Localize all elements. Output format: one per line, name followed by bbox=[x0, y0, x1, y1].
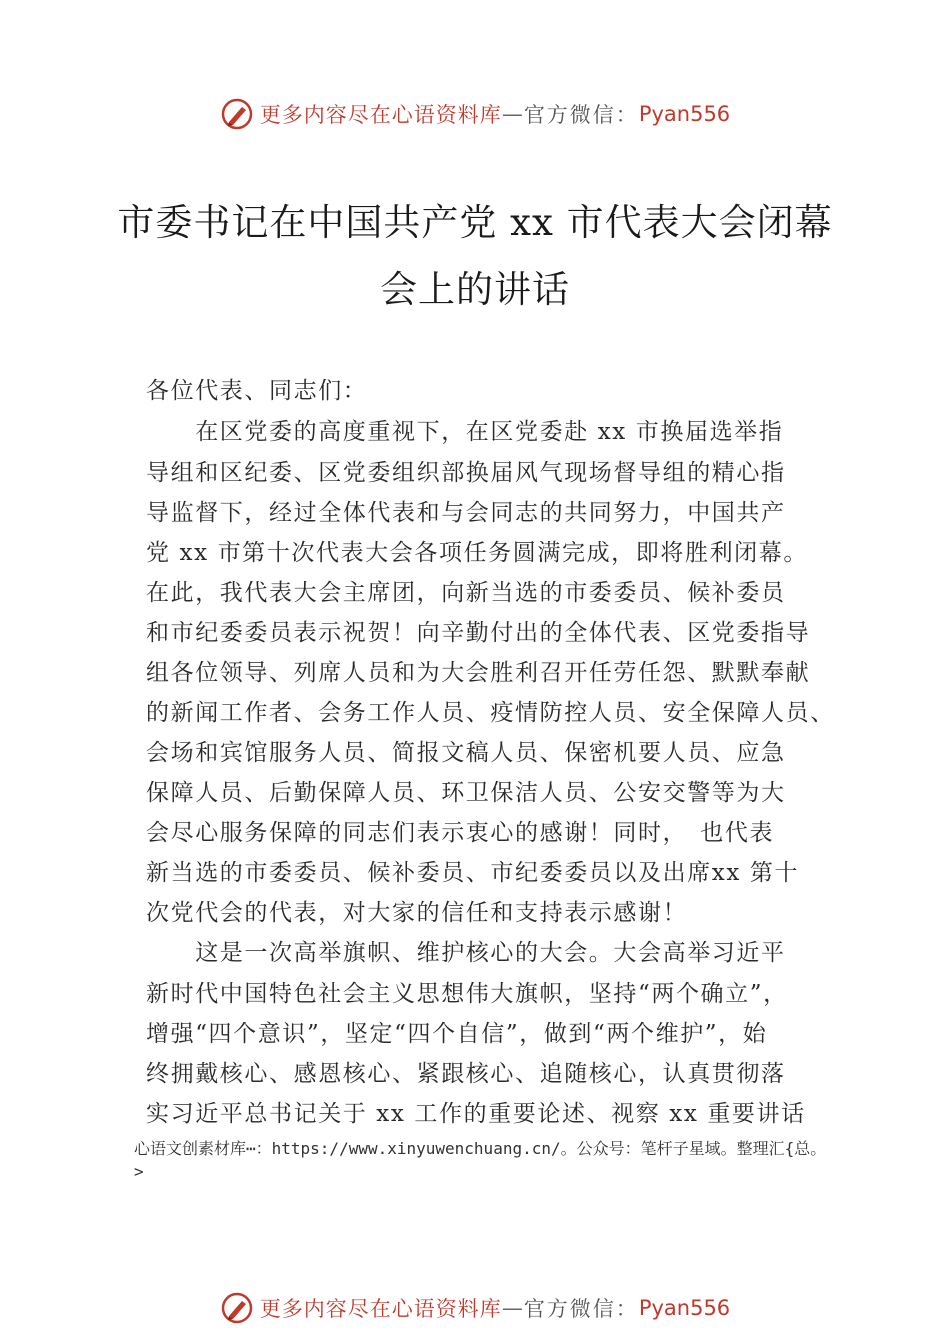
pen-logo-icon bbox=[220, 97, 254, 131]
banner-text: 更多内容尽在心语资料库 bbox=[259, 103, 502, 127]
banner-text: 更多内容尽在心语资料库 bbox=[259, 1297, 502, 1321]
banner-wechat-label: 官方微信： bbox=[523, 1297, 639, 1321]
body-line: 组各位领导、列席人员和为大会胜利召开任劳任怨、默默奉献 bbox=[146, 660, 811, 686]
banner-dash: — bbox=[501, 102, 524, 126]
source-note: 心语文创素材库⋯：https://www.xinyuwenchuang.cn/。公众号：笔杆子星域。整理汇{总。 bbox=[134, 1139, 827, 1158]
body-line: 实习近平总书记关于 xx 工作的重要论述、视察 xx 重要讲话 bbox=[146, 1101, 806, 1127]
body-line: 在区党委的高度重视下，在区党委赴 xx 市换届选举指 bbox=[146, 419, 784, 445]
body-line: 和市纪委委员表示祝贺！向辛勤付出的全体代表、区党委指导 bbox=[146, 620, 811, 646]
pen-logo-icon bbox=[220, 1291, 254, 1325]
header-banner bbox=[0, 92, 950, 136]
footer-banner bbox=[0, 1286, 950, 1330]
source-note-arrow: > bbox=[134, 1162, 144, 1181]
body-line: 的新闻工作者、会务工作人员、疫情防控人员、安全保障人员、 bbox=[146, 700, 835, 726]
body-line: 新时代中国特色社会主义思想伟大旗帜，坚持“两个确立”， bbox=[146, 981, 788, 1007]
body-line: 这是一次高举旗帜、维护核心的大会。大会高举习近平 bbox=[146, 940, 786, 966]
body-line: 各位代表、同志们： bbox=[146, 378, 368, 404]
banner-dash: — bbox=[501, 1296, 524, 1320]
document-title-line-1: 市委书记在中国共产党 xx 市代表大会闭幕 bbox=[117, 201, 833, 244]
body-line: 在此，我代表大会主席团，向新当选的市委委员、候补委员 bbox=[146, 580, 786, 606]
body-line: 次党代会的代表，对大家的信任和支持表示感谢！ bbox=[146, 900, 688, 926]
body-line: 增强“四个意识”，坚定“四个自信”，做到“两个维护”，始 bbox=[146, 1021, 768, 1047]
body-line: 会场和宾馆服务人员、简报文稿人员、保密机要人员、应急 bbox=[146, 740, 786, 766]
body-line: 会尽心服务保障的同志们表示衷心的感谢！同时， 也代表 bbox=[146, 820, 775, 846]
banner-wechat-label: 官方微信： bbox=[523, 103, 639, 127]
body-line: 导组和区纪委、区党委组织部换届风气现场督导组的精心指 bbox=[146, 460, 786, 486]
body-line: 新当选的市委委员、候补委员、市纪委委员以及出席xx 第十 bbox=[146, 860, 800, 886]
body-line: 终拥戴核心、感恩核心、紧跟核心、追随核心，认真贯彻落 bbox=[146, 1061, 786, 1087]
banner-wechat-id: Pyan556 bbox=[638, 1296, 731, 1320]
banner-wechat-id: Pyan556 bbox=[638, 102, 731, 126]
body-line: 保障人员、后勤保障人员、环卫保洁人员、公安交警等为大 bbox=[146, 780, 786, 806]
body-line: 党 xx 市第十次代表大会各项任务圆满完成，即将胜利闭幕。 bbox=[146, 540, 808, 566]
document-title-line-2: 会上的讲话 bbox=[380, 268, 570, 311]
body-line: 导监督下，经过全体代表和与会同志的共同努力，中国共产 bbox=[146, 500, 786, 526]
